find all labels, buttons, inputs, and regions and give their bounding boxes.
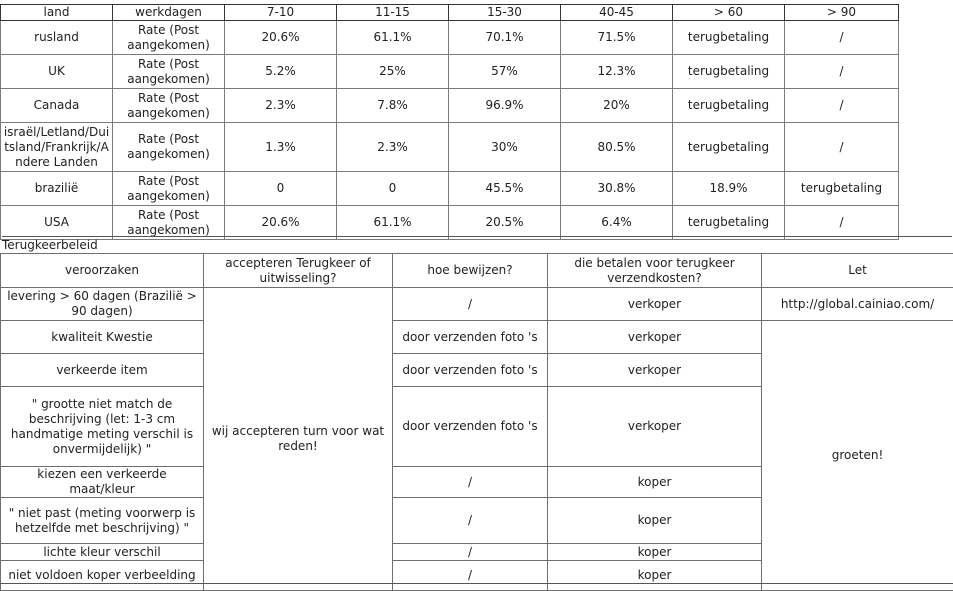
header-cell: > 90 xyxy=(785,5,899,21)
rate-label-cell: Rate (Post aangekomen) xyxy=(113,89,225,123)
cause-cell: niet voldoen koper verbeelding xyxy=(1,561,204,591)
shipping-header-row xyxy=(1,5,899,21)
proof-cell: door verzenden foto 's xyxy=(393,387,548,467)
value-cell: 6.4% xyxy=(561,206,673,240)
value-cell: 20.6% xyxy=(225,21,337,55)
header-cell: 11-15 xyxy=(337,5,449,21)
proof-cell: door verzenden foto 's xyxy=(393,354,548,387)
header-cell: accepteren Terugkeer of uitwisseling? xyxy=(204,254,393,288)
value-cell: 2.3% xyxy=(337,123,449,172)
proof-cell: / xyxy=(393,288,548,321)
rate-label-cell: Rate (Post aangekomen) xyxy=(113,123,225,172)
table-row xyxy=(1,89,899,123)
value-cell: 71.5% xyxy=(561,21,673,55)
country-cell: brazilië xyxy=(1,172,113,206)
value-cell: terugbetaling xyxy=(785,172,899,206)
value-cell: 30.8% xyxy=(561,172,673,206)
rate-label-cell: Rate (Post aangekomen) xyxy=(113,206,225,240)
bottom-divider xyxy=(0,583,953,584)
value-cell: 5.2% xyxy=(225,55,337,89)
value-cell: 7.8% xyxy=(337,89,449,123)
table-row xyxy=(1,21,899,55)
cause-cell: kiezen een verkeerde maat/kleur xyxy=(1,467,204,498)
value-cell: 80.5% xyxy=(561,123,673,172)
country-cell: israël/Letland/Duitsland/Frankrijk/Andere Landen xyxy=(1,123,113,172)
tracking-link: http://global.cainiao.com/ xyxy=(762,288,953,321)
cause-cell: levering > 60 dagen (Brazilië > 90 dagen) xyxy=(1,288,204,321)
header-cell: land xyxy=(1,5,113,21)
value-cell: 57% xyxy=(449,55,561,89)
greeting-cell: groeten! xyxy=(762,321,953,591)
proof-cell: door verzenden foto 's xyxy=(393,321,548,354)
value-cell: / xyxy=(785,89,899,123)
value-cell: 61.1% xyxy=(337,206,449,240)
proof-cell: / xyxy=(393,544,548,561)
table-row xyxy=(1,123,899,172)
payer-cell: verkoper xyxy=(548,387,762,467)
return-policy-table xyxy=(0,253,953,591)
header-cell: werkdagen xyxy=(113,5,225,21)
proof-cell: / xyxy=(393,561,548,591)
value-cell: 96.9% xyxy=(449,89,561,123)
value-cell: 18.9% xyxy=(673,172,785,206)
payer-cell: verkoper xyxy=(548,321,762,354)
cause-cell: lichte kleur verschil xyxy=(1,544,204,561)
rate-label-cell: Rate (Post aangekomen) xyxy=(113,55,225,89)
return-policy-title: Terugkeerbeleid xyxy=(2,236,952,254)
payer-cell: koper xyxy=(548,467,762,498)
shipping-rate-table xyxy=(0,4,899,240)
value-cell: / xyxy=(785,21,899,55)
cause-cell: " grootte niet match de beschrijving (let: 1-3 cm handmatige meting verschil is onvermijdelijk) " xyxy=(1,387,204,467)
value-cell: 61.1% xyxy=(337,21,449,55)
header-cell: > 60 xyxy=(673,5,785,21)
value-cell: / xyxy=(785,123,899,172)
value-cell: 0 xyxy=(337,172,449,206)
payer-cell: koper xyxy=(548,544,762,561)
country-cell: USA xyxy=(1,206,113,240)
table-row xyxy=(1,288,953,321)
value-cell: 1.3% xyxy=(225,123,337,172)
value-cell: 12.3% xyxy=(561,55,673,89)
proof-cell: / xyxy=(393,467,548,498)
table-row xyxy=(1,172,899,206)
payer-cell: verkoper xyxy=(548,354,762,387)
table-row xyxy=(1,206,899,240)
value-cell: terugbetaling xyxy=(673,89,785,123)
header-cell: Let xyxy=(762,254,953,288)
table-row xyxy=(1,321,953,354)
returns-header-row xyxy=(1,254,953,288)
header-cell: 7-10 xyxy=(225,5,337,21)
value-cell: terugbetaling xyxy=(673,206,785,240)
country-cell: rusland xyxy=(1,21,113,55)
rate-label-cell: Rate (Post aangekomen) xyxy=(113,172,225,206)
cause-cell: verkeerde item xyxy=(1,354,204,387)
value-cell: 2.3% xyxy=(225,89,337,123)
payer-cell: koper xyxy=(548,561,762,591)
header-cell: die betalen voor terugkeer verzendkosten? xyxy=(548,254,762,288)
value-cell: terugbetaling xyxy=(673,55,785,89)
value-cell: 20.6% xyxy=(225,206,337,240)
value-cell: 20.5% xyxy=(449,206,561,240)
value-cell: terugbetaling xyxy=(673,123,785,172)
header-cell: 40-45 xyxy=(561,5,673,21)
value-cell: 45.5% xyxy=(449,172,561,206)
value-cell: / xyxy=(785,55,899,89)
country-cell: Canada xyxy=(1,89,113,123)
rate-label-cell: Rate (Post aangekomen) xyxy=(113,21,225,55)
header-cell: veroorzaken xyxy=(1,254,204,288)
value-cell: 30% xyxy=(449,123,561,172)
cause-cell: kwaliteit Kwestie xyxy=(1,321,204,354)
header-cell: 15-30 xyxy=(449,5,561,21)
payer-cell: koper xyxy=(548,498,762,544)
proof-cell: / xyxy=(393,498,548,544)
value-cell: 70.1% xyxy=(449,21,561,55)
value-cell: / xyxy=(785,206,899,240)
country-cell: UK xyxy=(1,55,113,89)
cause-cell: " niet past (meting voorwerp is hetzelfde met beschrijving) " xyxy=(1,498,204,544)
accept-cell: wij accepteren turn voor wat reden! xyxy=(204,288,393,591)
value-cell: terugbetaling xyxy=(673,21,785,55)
value-cell: 0 xyxy=(225,172,337,206)
header-cell: hoe bewijzen? xyxy=(393,254,548,288)
table-row xyxy=(1,55,899,89)
payer-cell: verkoper xyxy=(548,288,762,321)
value-cell: 20% xyxy=(561,89,673,123)
value-cell: 25% xyxy=(337,55,449,89)
